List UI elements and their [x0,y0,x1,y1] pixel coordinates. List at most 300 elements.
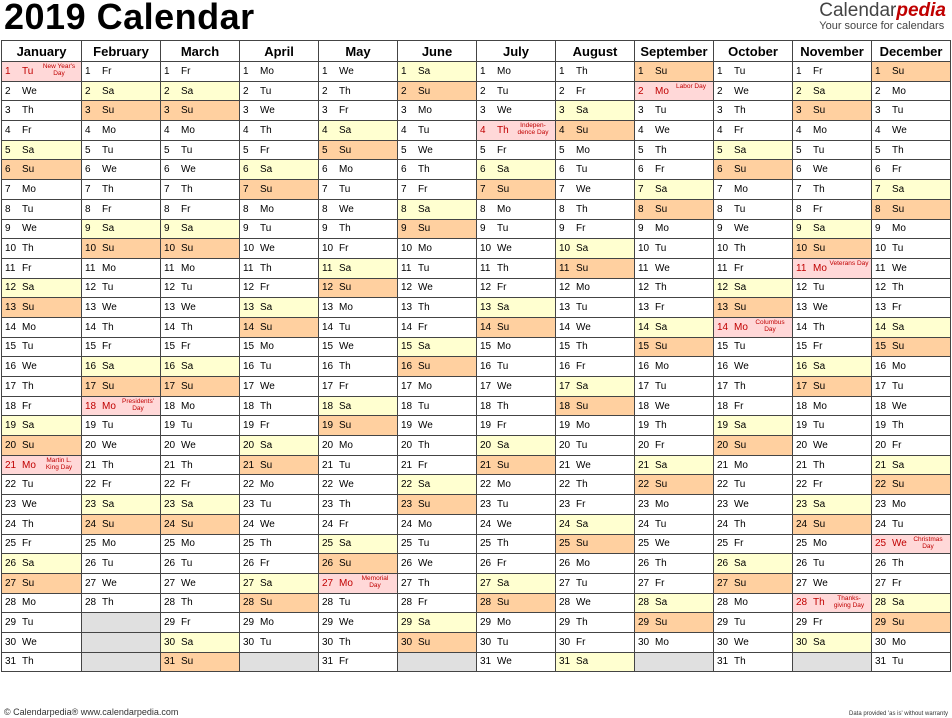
day-cell[interactable] [556,573,635,593]
day-cell[interactable] [161,593,240,613]
day-cell[interactable] [161,239,240,259]
day-cell[interactable] [398,140,477,160]
day-cell[interactable] [319,436,398,456]
day-cell[interactable] [714,357,793,377]
day-cell[interactable] [398,239,477,259]
day-cell[interactable] [82,298,161,318]
day-cell[interactable] [82,199,161,219]
day-cell[interactable] [319,140,398,160]
day-cell[interactable] [793,239,872,259]
day-cell[interactable] [161,495,240,515]
day-cell[interactable] [556,199,635,219]
day-cell[interactable] [793,436,872,456]
day-cell[interactable] [82,62,161,82]
day-cell[interactable] [714,613,793,633]
day-cell[interactable] [398,632,477,652]
day-cell[interactable] [872,534,951,554]
day-cell[interactable] [793,199,872,219]
day-cell[interactable] [477,396,556,416]
day-cell[interactable] [477,81,556,101]
day-cell[interactable] [556,140,635,160]
day-cell[interactable] [556,357,635,377]
day-cell[interactable] [556,436,635,456]
day-cell[interactable] [714,180,793,200]
day-cell[interactable] [2,377,82,397]
day-cell[interactable] [793,554,872,574]
day-cell[interactable] [556,495,635,515]
day-cell[interactable] [556,298,635,318]
day-cell[interactable] [872,416,951,436]
day-cell[interactable] [2,298,82,318]
day-cell[interactable] [477,278,556,298]
day-cell[interactable] [477,180,556,200]
day-cell[interactable] [556,317,635,337]
day-cell[interactable] [161,219,240,239]
day-cell[interactable] [793,534,872,554]
day-cell[interactable] [556,632,635,652]
day-cell[interactable] [793,140,872,160]
day-cell[interactable] [2,534,82,554]
day-cell[interactable] [82,514,161,534]
day-cell[interactable] [477,554,556,574]
day-cell[interactable] [872,337,951,357]
day-cell[interactable] [398,101,477,121]
day-cell[interactable] [240,514,319,534]
day-cell[interactable] [240,396,319,416]
day-cell[interactable] [240,140,319,160]
day-cell[interactable] [398,160,477,180]
day-cell[interactable] [872,199,951,219]
day-cell[interactable] [872,554,951,574]
day-cell[interactable] [714,514,793,534]
day-cell[interactable] [872,455,951,475]
day-cell[interactable] [2,101,82,121]
day-cell[interactable] [872,81,951,101]
day-cell[interactable] [793,101,872,121]
day-cell[interactable] [793,81,872,101]
day-cell[interactable] [319,81,398,101]
day-cell[interactable] [2,160,82,180]
day-cell[interactable] [635,455,714,475]
day-cell[interactable] [82,593,161,613]
day-cell[interactable] [319,62,398,82]
day-cell[interactable] [161,632,240,652]
day-cell[interactable] [2,416,82,436]
day-cell[interactable] [714,475,793,495]
day-cell[interactable] [477,455,556,475]
day-cell[interactable] [556,239,635,259]
day-cell[interactable] [2,436,82,456]
day-cell[interactable] [2,514,82,534]
day-cell[interactable] [2,121,82,141]
day-cell[interactable] [319,258,398,278]
day-cell[interactable] [82,121,161,141]
day-cell[interactable] [319,317,398,337]
day-cell[interactable] [793,298,872,318]
day-cell[interactable] [398,613,477,633]
day-cell[interactable] [714,140,793,160]
day-cell[interactable] [477,416,556,436]
day-cell[interactable] [82,81,161,101]
day-cell[interactable] [398,455,477,475]
day-cell[interactable] [793,593,872,613]
day-cell[interactable] [240,278,319,298]
day-cell[interactable] [635,317,714,337]
day-cell[interactable] [2,573,82,593]
day-cell[interactable] [319,337,398,357]
day-cell[interactable] [319,514,398,534]
day-cell[interactable] [635,121,714,141]
day-cell[interactable] [319,573,398,593]
day-cell[interactable] [872,258,951,278]
day-cell[interactable] [872,495,951,515]
day-cell[interactable] [240,337,319,357]
day-cell[interactable] [82,239,161,259]
day-cell[interactable] [872,180,951,200]
day-cell[interactable] [872,632,951,652]
day-cell[interactable] [635,298,714,318]
day-cell[interactable] [477,239,556,259]
day-cell[interactable] [82,219,161,239]
day-cell[interactable] [82,101,161,121]
day-cell[interactable] [714,81,793,101]
day-cell[interactable] [556,396,635,416]
day-cell[interactable] [161,101,240,121]
day-cell[interactable] [240,199,319,219]
day-cell[interactable] [635,337,714,357]
day-cell[interactable] [714,652,793,672]
day-cell[interactable] [240,573,319,593]
day-cell[interactable] [793,396,872,416]
day-cell[interactable] [635,475,714,495]
day-cell[interactable] [556,337,635,357]
day-cell[interactable] [714,219,793,239]
day-cell[interactable] [477,573,556,593]
day-cell[interactable] [556,534,635,554]
day-cell[interactable] [793,514,872,534]
day-cell[interactable] [793,278,872,298]
day-cell[interactable] [161,613,240,633]
day-cell[interactable] [240,357,319,377]
day-cell[interactable] [714,455,793,475]
day-cell[interactable] [793,160,872,180]
day-cell[interactable] [477,475,556,495]
day-cell[interactable] [556,62,635,82]
day-cell[interactable] [793,495,872,515]
day-cell[interactable] [556,514,635,534]
day-cell[interactable] [714,199,793,219]
day-cell[interactable] [556,554,635,574]
day-cell[interactable] [872,219,951,239]
day-cell[interactable] [477,357,556,377]
day-cell[interactable] [398,534,477,554]
day-cell[interactable] [161,298,240,318]
day-cell[interactable] [398,258,477,278]
day-cell[interactable] [635,357,714,377]
day-cell[interactable] [319,219,398,239]
day-cell[interactable] [82,278,161,298]
day-cell[interactable] [477,514,556,534]
day-cell[interactable] [793,258,872,278]
day-cell[interactable] [240,554,319,574]
day-cell[interactable] [556,416,635,436]
day-cell[interactable] [477,140,556,160]
day-cell[interactable] [477,613,556,633]
day-cell[interactable] [872,357,951,377]
day-cell[interactable] [556,377,635,397]
day-cell[interactable] [398,298,477,318]
day-cell[interactable] [872,298,951,318]
day-cell[interactable] [635,534,714,554]
day-cell[interactable] [82,455,161,475]
day-cell[interactable] [319,377,398,397]
day-cell[interactable] [161,337,240,357]
day-cell[interactable] [82,160,161,180]
day-cell[interactable] [556,180,635,200]
day-cell[interactable] [82,317,161,337]
day-cell[interactable] [477,337,556,357]
day-cell[interactable] [240,455,319,475]
day-cell[interactable] [714,573,793,593]
day-cell[interactable] [793,337,872,357]
day-cell[interactable] [556,81,635,101]
day-cell[interactable] [556,475,635,495]
day-cell[interactable] [477,632,556,652]
day-cell[interactable] [161,534,240,554]
day-cell[interactable] [398,554,477,574]
day-cell[interactable] [714,534,793,554]
day-cell[interactable] [635,377,714,397]
day-cell[interactable] [2,475,82,495]
day-cell[interactable] [556,160,635,180]
day-cell[interactable] [2,337,82,357]
day-cell[interactable] [556,593,635,613]
day-cell[interactable] [161,180,240,200]
day-cell[interactable] [477,495,556,515]
day-cell[interactable] [872,475,951,495]
day-cell[interactable] [556,652,635,672]
day-cell[interactable] [319,239,398,259]
day-cell[interactable] [319,475,398,495]
day-cell[interactable] [714,317,793,337]
day-cell[interactable] [161,436,240,456]
day-cell[interactable] [714,593,793,613]
day-cell[interactable] [477,377,556,397]
day-cell[interactable] [161,514,240,534]
day-cell[interactable] [398,180,477,200]
day-cell[interactable] [398,593,477,613]
day-cell[interactable] [714,554,793,574]
day-cell[interactable] [635,632,714,652]
day-cell[interactable] [398,495,477,515]
day-cell[interactable] [714,258,793,278]
day-cell[interactable] [240,160,319,180]
day-cell[interactable] [2,593,82,613]
day-cell[interactable] [477,62,556,82]
day-cell[interactable] [161,652,240,672]
day-cell[interactable] [398,416,477,436]
day-cell[interactable] [2,495,82,515]
day-cell[interactable] [635,416,714,436]
day-cell[interactable] [319,298,398,318]
day-cell[interactable] [240,534,319,554]
day-cell[interactable] [714,278,793,298]
day-cell[interactable] [398,62,477,82]
day-cell[interactable] [240,121,319,141]
day-cell[interactable] [793,632,872,652]
day-cell[interactable] [240,62,319,82]
day-cell[interactable] [714,377,793,397]
day-cell[interactable] [240,613,319,633]
day-cell[interactable] [82,258,161,278]
day-cell[interactable] [82,554,161,574]
day-cell[interactable] [872,652,951,672]
day-cell[interactable] [161,475,240,495]
day-cell[interactable] [398,219,477,239]
brand-logo[interactable] [819,0,946,32]
day-cell[interactable] [161,357,240,377]
day-cell[interactable] [240,593,319,613]
day-cell[interactable] [635,180,714,200]
day-cell[interactable] [793,573,872,593]
day-cell[interactable] [319,180,398,200]
day-cell[interactable] [556,258,635,278]
day-cell[interactable] [477,199,556,219]
day-cell[interactable] [161,62,240,82]
day-cell[interactable] [82,377,161,397]
day-cell[interactable] [82,180,161,200]
day-cell[interactable] [477,317,556,337]
day-cell[interactable] [319,613,398,633]
day-cell[interactable] [82,416,161,436]
day-cell[interactable] [161,396,240,416]
day-cell[interactable] [556,101,635,121]
day-cell[interactable] [556,278,635,298]
day-cell[interactable] [477,652,556,672]
day-cell[interactable] [398,377,477,397]
day-cell[interactable] [398,436,477,456]
day-cell[interactable] [398,81,477,101]
day-cell[interactable] [872,436,951,456]
day-cell[interactable] [714,298,793,318]
day-cell[interactable] [635,613,714,633]
day-cell[interactable] [872,160,951,180]
day-cell[interactable] [714,160,793,180]
day-cell[interactable] [635,219,714,239]
day-cell[interactable] [319,455,398,475]
day-cell[interactable] [556,219,635,239]
day-cell[interactable] [161,258,240,278]
day-cell[interactable] [240,495,319,515]
day-cell[interactable] [872,140,951,160]
day-cell[interactable] [714,436,793,456]
day-cell[interactable] [240,239,319,259]
day-cell[interactable] [240,416,319,436]
day-cell[interactable] [240,180,319,200]
day-cell[interactable] [319,495,398,515]
day-cell[interactable] [2,258,82,278]
day-cell[interactable] [872,278,951,298]
day-cell[interactable] [477,101,556,121]
day-cell[interactable] [872,121,951,141]
day-cell[interactable] [82,357,161,377]
day-cell[interactable] [635,81,714,101]
day-cell[interactable] [319,101,398,121]
day-cell[interactable] [793,475,872,495]
day-cell[interactable] [556,121,635,141]
day-cell[interactable] [556,613,635,633]
day-cell[interactable] [635,396,714,416]
day-cell[interactable] [82,495,161,515]
day-cell[interactable] [793,180,872,200]
day-cell[interactable] [161,81,240,101]
day-cell[interactable] [398,121,477,141]
day-cell[interactable] [714,337,793,357]
day-cell[interactable] [793,416,872,436]
day-cell[interactable] [635,593,714,613]
day-cell[interactable] [714,239,793,259]
day-cell[interactable] [82,337,161,357]
day-cell[interactable] [398,278,477,298]
day-cell[interactable] [635,62,714,82]
day-cell[interactable] [319,554,398,574]
day-cell[interactable] [2,219,82,239]
day-cell[interactable] [714,62,793,82]
day-cell[interactable] [872,317,951,337]
day-cell[interactable] [398,514,477,534]
day-cell[interactable] [872,101,951,121]
day-cell[interactable] [635,239,714,259]
day-cell[interactable] [240,475,319,495]
day-cell[interactable] [161,140,240,160]
day-cell[interactable] [2,554,82,574]
day-cell[interactable] [872,239,951,259]
day-cell[interactable] [240,298,319,318]
day-cell[interactable] [793,357,872,377]
day-cell[interactable] [161,278,240,298]
day-cell[interactable] [319,593,398,613]
day-cell[interactable] [635,199,714,219]
day-cell[interactable] [872,573,951,593]
day-cell[interactable] [82,573,161,593]
day-cell[interactable] [793,613,872,633]
day-cell[interactable] [556,455,635,475]
day-cell[interactable] [82,436,161,456]
day-cell[interactable] [398,317,477,337]
day-cell[interactable] [319,396,398,416]
day-cell[interactable] [872,377,951,397]
day-cell[interactable] [240,632,319,652]
day-cell[interactable] [477,219,556,239]
day-cell[interactable] [635,258,714,278]
day-cell[interactable] [714,495,793,515]
day-cell[interactable] [2,180,82,200]
day-cell[interactable] [793,317,872,337]
day-cell[interactable] [398,573,477,593]
day-cell[interactable] [872,396,951,416]
day-cell[interactable] [2,140,82,160]
day-cell[interactable] [398,337,477,357]
day-cell[interactable] [2,62,82,82]
day-cell[interactable] [635,573,714,593]
day-cell[interactable] [82,140,161,160]
day-cell[interactable] [161,121,240,141]
day-cell[interactable] [319,534,398,554]
day-cell[interactable] [635,278,714,298]
day-cell[interactable] [2,613,82,633]
day-cell[interactable] [398,396,477,416]
day-cell[interactable] [161,377,240,397]
